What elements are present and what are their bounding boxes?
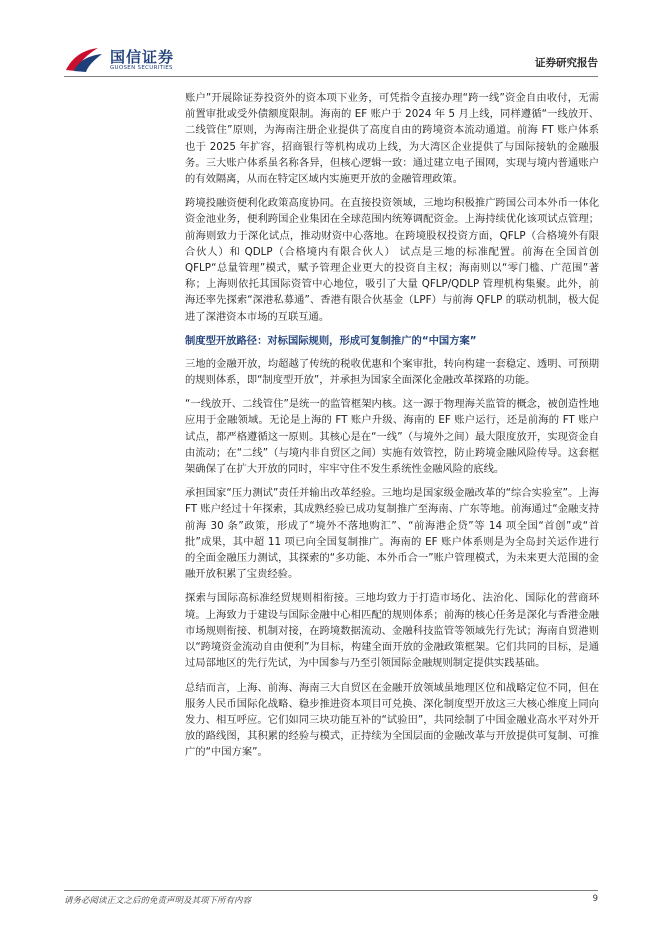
paragraph-regulatory-framework: “一线放开、二线管住”是统一的监管框架内核。这一源于物理海关监管的概念，被创造性地应用于金融领域。无论是上海的 FT 账户升级、海南的 EF 账户运行，还是前海的 FT 账户试点，都严格遵循这一原则。其核心是在“一线”（与境外之间）最大限度放开，实现资金自由流动；在“二线”（与境内非自贸区之间）实施有效管控，防止跨境金融风险传导。这套框架确保了在扩大开放的同时，牢牢守住不发生系统性金融风险的底线。 (185, 398, 599, 476)
section-heading: 制度型开放路径：对标国际规则，形成可复制推广的“中国方案” (185, 334, 477, 347)
paragraph-stress-test: 承担国家“压力测试”责任并输出改革经验。三地均是国家级金融改革的“综合实验室”。上海 FT 账户经过十年探索，其成熟经验已成功复制推广至海南、广东等地。前海通过“金融支持前海 30 条”政策，形成了“境外不落地购汇”、“前海港企贷”等 14 项全国“首创”或“首批”成果，其中超 11 项已向全国复制推广。海南的 EF 账户体系则是为全岛封关运作进行的全面金融压力测试，其探索的“多功能、本外币合一”账户管理模式，为未来更大范围的金融开放积累了宝贵经验。 (185, 487, 599, 581)
page-header (0, 0, 662, 80)
guosen-logo (64, 44, 194, 78)
logo-mark-icon (64, 44, 104, 74)
footer-divider (64, 890, 598, 891)
paragraph-cross-border-investment: 跨境投融资便利化政策高度协同。在直接投资领域，三地均积极推广跨国公司本外币一体化资金池业务，便利跨国企业集团在全球范围内统筹调配资金。上海持续优化该项试点管理；前海则致力于深化试点，推动财资中心落地。在跨境股权投资方面，QFLP（合格境外有限合伙人）和 QDLP（合格境内有限合伙人） 试点是三地的标准配置。前海在全国首创 QFLP“总量管理”模式，赋予管理企业更大的投资自主权；海南则以“零门槛、广范围”著称；上海则依托其国际资管中心地位，吸引了大量 QFLP/QDLP 管理机构集聚。此外，前海还率先探索“深港私募通”、香港有限合伙基金（LPF）与前海 QFLP 的联动机制，极大促进了深港资本市场的互联互通。 (185, 197, 599, 323)
main-content (185, 90, 599, 769)
page-number: 9 (592, 894, 598, 904)
disclaimer-text: 请务必阅读正文之后的免责声明及其项下所有内容 (64, 896, 252, 906)
paragraph-accounts: 账户”开展除证券投资外的资本项下业务，可凭指令直接办理“跨一线”资金自由收付，无需前置审批或受外债额度限制。海南的 EF 账户于 2024 年 5 月上线，同样遵循“一线放开、二线管住”原则，为海南注册企业提供了高度自由的跨境资本流动通道。前海 FT 账户体系也于 2025 年扩容，招商银行等机构成功上线，为大湾区企业提供了与国际接轨的金融服务。三大账户体系虽名称各异，但核心逻辑一致：通过建立电子围网，实现与境内普通账户的有效隔离，从而在特定区域内实施更开放的金融管理政策。 (185, 92, 599, 186)
paragraph-institutional-opening: 三地的金融开放，均超越了传统的税收优惠和个案审批，转向构建一套稳定、透明、可预期的规则体系，即“制度型开放”，并承担为国家全面深化金融改革探路的功能。 (185, 357, 599, 387)
paragraph-summary: 总结而言，上海、前海、海南三大自贸区在金融开放领域虽地理区位和战略定位不同，但在服务人民币国际化战略、稳步推进资本项目可兑换、深化制度型开放这三大核心维度上同向发力、相互呼应。它们如同三块功能互补的“试验田”，共同绘制了中国金融业高水平对外开放的路线图，其积累的经验与模式，正持续为全国层面的金融改革与开放提供可复制、可推广的“中国方案”。 (185, 681, 599, 759)
logo-text: 国信证券 (110, 48, 175, 66)
logo-subtext: GUOSEN SECURITIES (110, 65, 173, 71)
report-type-label: 证券研究报告 (535, 57, 598, 69)
header-divider (64, 76, 598, 77)
paragraph-international-rules: 探索与国际高标准经贸规则相衔接。三地均致力于打造市场化、法治化、国际化的营商环境。上海致力于建设与国际金融中心相匹配的规则体系；前海的核心任务是深化与香港金融市场规则衔接、机制对接，在跨境数据流动、金融科技监管等领域先行先试；海南自贸港则以“跨境资金流动自由便利”为目标，构建全面开放的金融政策框架。它们共同的目标，是通过局部地区的先行先试，为中国参与乃至引领国际金融规则制定提供实践基础。 (185, 592, 599, 670)
